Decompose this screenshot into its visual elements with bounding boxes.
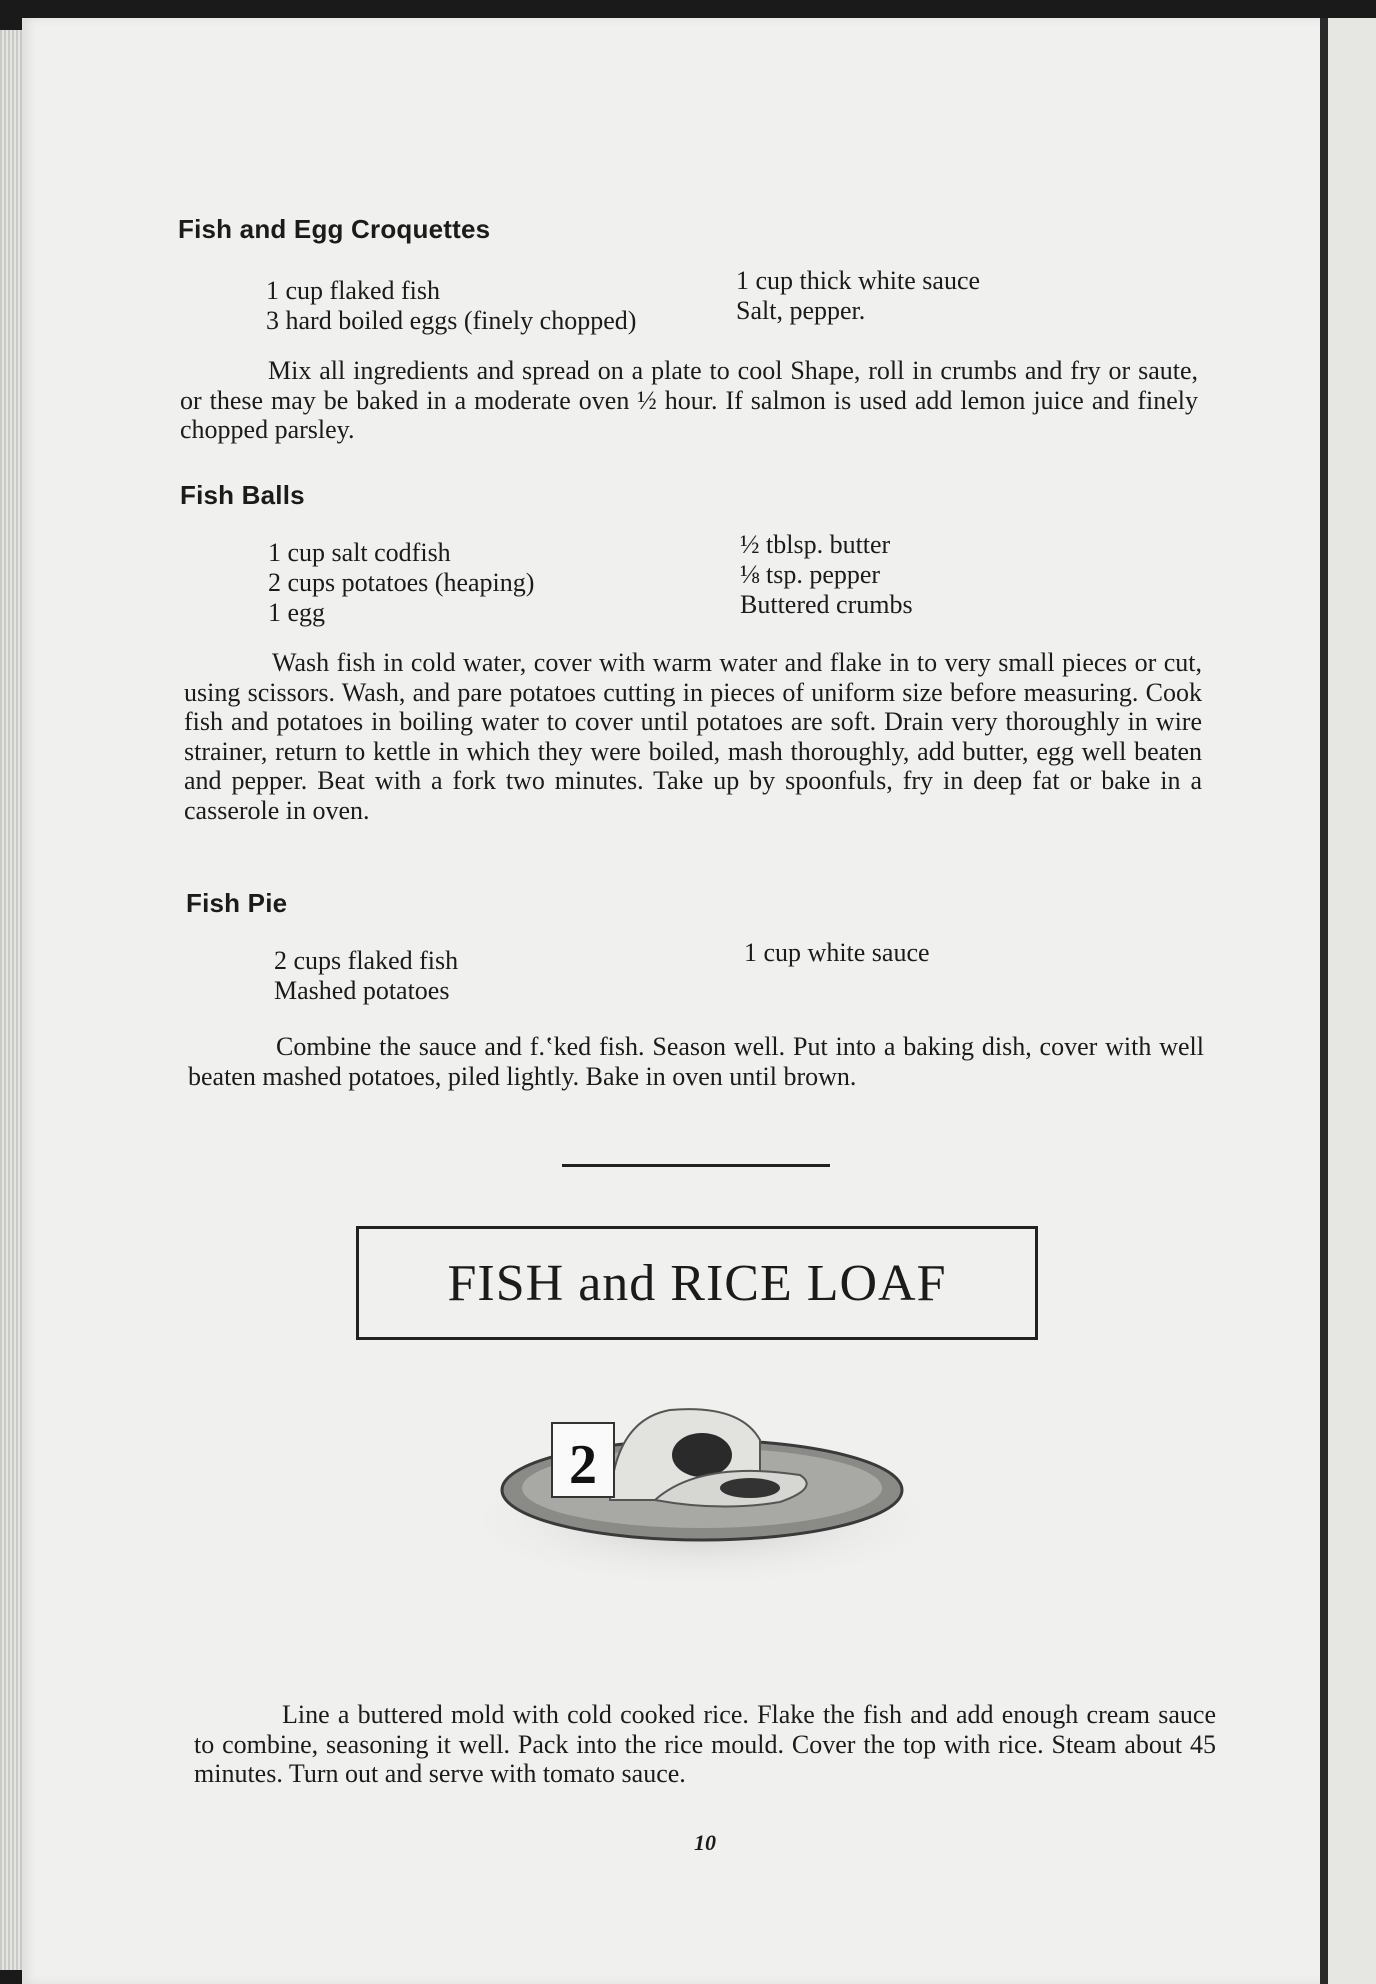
page-gutter xyxy=(1320,18,1328,1984)
ingredient-item: 2 cups flaked fish xyxy=(274,946,459,975)
ingredient-item: 1 cup thick white sauce xyxy=(736,266,981,295)
ingredient-list-right xyxy=(744,938,930,968)
ingredient-list-left xyxy=(268,538,534,628)
fish-rice-loaf-photo xyxy=(440,1380,960,1600)
recipe-method: Mix all ingredients and spread on a plate to cool Shape, roll in crumbs and fry or saute, or these may be baked in a moderate oven ½ hour. If salmon is used add lemon juice and finely chopped parsley. xyxy=(180,356,1198,444)
recipe-method: Combine the sauce and f.‛ked fish. Season well. Put into a baking dish, cover with well beaten mashed potatoes, piled lightly. Bake in oven until brown. xyxy=(188,1032,1204,1091)
ingredient-item: ½ tblsp. butter xyxy=(740,530,891,559)
feature-title: FISH and RICE LOAF xyxy=(447,1254,947,1312)
ingredient-item: Buttered crumbs xyxy=(740,590,913,619)
fish-filling xyxy=(672,1433,732,1477)
recipe-method: Wash fish in cold water, cover with warm water and flake in to very small pieces or cut, using scissors. Wash, and pare potatoes cutting in pieces of uniform size before measuring. Cook fish and potatoes in boiling water to cover until potatoes are soft. Drain very thoroughly in wire strainer, return to kettle in which they were boiled, mash thoroughly, add butter, egg well beaten and pepper. Beat with a fork two minutes. Take up by spoonfuls, fry in deep fat or bake in a casserole in oven. xyxy=(184,648,1202,825)
ingredient-item: 1 egg xyxy=(268,598,326,627)
ingredient-item: 1 cup salt codfish xyxy=(268,538,451,567)
recipe-title: Fish Pie xyxy=(186,888,288,918)
recipe-title: Fish and Egg Croquettes xyxy=(178,214,491,244)
ingredient-list-left xyxy=(266,276,636,336)
photo-tag-number: 2 xyxy=(569,1434,597,1496)
ingredient-item: 1 cup white sauce xyxy=(744,938,930,967)
book-page xyxy=(22,18,1344,1984)
facing-page-edge xyxy=(1328,18,1376,1984)
ingredient-item: 2 cups potatoes (heaping) xyxy=(268,568,535,597)
feature-title-box xyxy=(356,1226,1038,1340)
ingredient-item: Salt, pepper. xyxy=(736,296,866,325)
book-page-edges xyxy=(0,30,22,1970)
ingredient-item: ⅛ tsp. pepper xyxy=(740,560,881,589)
slice-filling xyxy=(720,1478,780,1498)
recipe-title: Fish Balls xyxy=(180,480,305,510)
feature-method: Line a buttered mold with cold cooked rice. Flake the fish and add enough cream sauce to combine, seasoning it well. Pack into the rice mould. Cover the top with rice. Steam about 45 minutes. Turn out and serve with tomato sauce. xyxy=(194,1700,1216,1788)
ingredient-item: 1 cup flaked fish xyxy=(266,276,441,305)
ingredient-list-right xyxy=(736,266,980,326)
ingredient-list-right xyxy=(740,530,913,620)
ingredient-list-left xyxy=(274,946,458,1006)
section-divider xyxy=(562,1164,830,1167)
ingredient-item: Mashed potatoes xyxy=(274,976,450,1005)
ingredient-item: 3 hard boiled eggs (finely chopped) xyxy=(266,306,637,335)
page-number: 10 xyxy=(694,1830,716,1855)
